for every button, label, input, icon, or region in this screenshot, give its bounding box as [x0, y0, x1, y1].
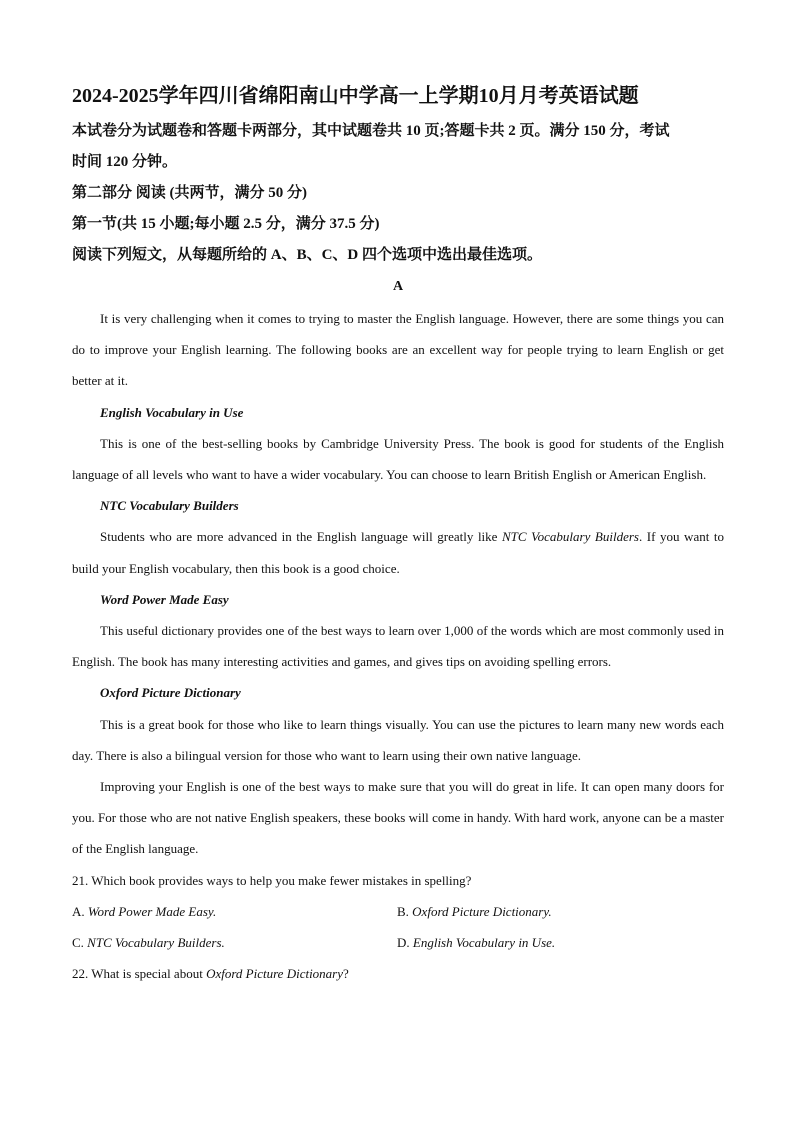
book-title: Oxford Picture Dictionary — [100, 685, 241, 701]
options-row — [72, 896, 724, 927]
book-description — [72, 521, 724, 583]
question-stem — [72, 958, 724, 989]
option-b[interactable] — [397, 896, 722, 927]
part-heading: 第二部分 阅读 (共两节，满分 50 分) — [72, 185, 307, 201]
book-description-text: Students who are more advanced in the English language will greatly like — [100, 529, 502, 545]
option-letter: A. — [72, 903, 88, 919]
book-title: English Vocabulary in Use — [100, 404, 244, 420]
book-description-text: . If you want to build your English vocabulary, then this book is a good choice. — [72, 529, 724, 576]
option-letter: C. — [72, 935, 88, 951]
option-letter: D. — [397, 935, 413, 951]
option-text: NTC Vocabulary Builders. — [87, 935, 225, 951]
passage-closing-paragraph: Improving your English is one of the best ways to make sure that you will do great in life. It can open many doors for you. For those who are not native English speakers, these books will come in handy. With hard work, anyone can be a master of the English language. — [72, 779, 724, 857]
book-title-inline: Oxford Picture Dictionary — [206, 966, 344, 982]
passage-label: A — [392, 279, 404, 294]
option-text: English Vocabulary in Use. — [412, 935, 556, 951]
exam-instructions — [72, 116, 724, 271]
question-text: ? — [343, 966, 349, 982]
exam-title: 2024-2025学年四川省绵阳南山中学高一上学期10月月考英语试题 — [72, 85, 639, 107]
instructions-line-1: 本试卷分为试题卷和答题卡两部分，其中试题卷共 10 页;答题卡共 2 页。满分 150 分，考试 — [72, 123, 670, 139]
option-text: Word Power Made Easy. — [87, 903, 217, 919]
options-row — [72, 927, 724, 958]
option-a[interactable] — [72, 896, 397, 927]
option-text: Oxford Picture Dictionary. — [412, 903, 552, 919]
reading-instruction: 阅读下列短文，从每题所给的 A、B、C、D 四个选项中选出最佳选项。 — [72, 247, 543, 263]
instructions-line-2: 时间 120 分钟。 — [72, 154, 178, 170]
book-description: This is a great book for those who like to learn things visually. You can use the pictures to learn many new words each day. There is also a bilingual version for those who want to learn using their own native language. — [72, 716, 724, 763]
book-title-inline: NTC Vocabulary Builders — [502, 529, 639, 545]
section-heading: 第一节(共 15 小题;每小题 2.5 分，满分 37.5 分) — [72, 216, 380, 232]
book-title: Word Power Made Easy — [100, 591, 229, 607]
book-description: This useful dictionary provides one of the best ways to learn over 1,000 of the words which are most commonly used in English. The book has many interesting activities and games, and gives tips on avoiding spelling errors. — [72, 623, 724, 670]
question-stem: 21. Which book provides ways to help you make fewer mistakes in spelling? — [72, 872, 472, 888]
passage-intro-paragraph: It is very challenging when it comes to trying to master the English language. However, there are some things you can do to improve your English learning. The following books are an excellent way for people trying to learn English or get better at it. — [72, 311, 724, 389]
book-description: This is one of the best-selling books by Cambridge University Press. The book is good for students of the English language of all levels who want to have a wider vocabulary. You can choose to learn British English or American English. — [72, 435, 724, 483]
option-d[interactable] — [397, 927, 722, 958]
book-title: NTC Vocabulary Builders — [100, 498, 239, 514]
option-c[interactable] — [72, 927, 397, 958]
option-letter: B. — [397, 903, 413, 919]
reading-passage — [72, 303, 724, 989]
question-text: 22. What is special about — [72, 966, 207, 982]
